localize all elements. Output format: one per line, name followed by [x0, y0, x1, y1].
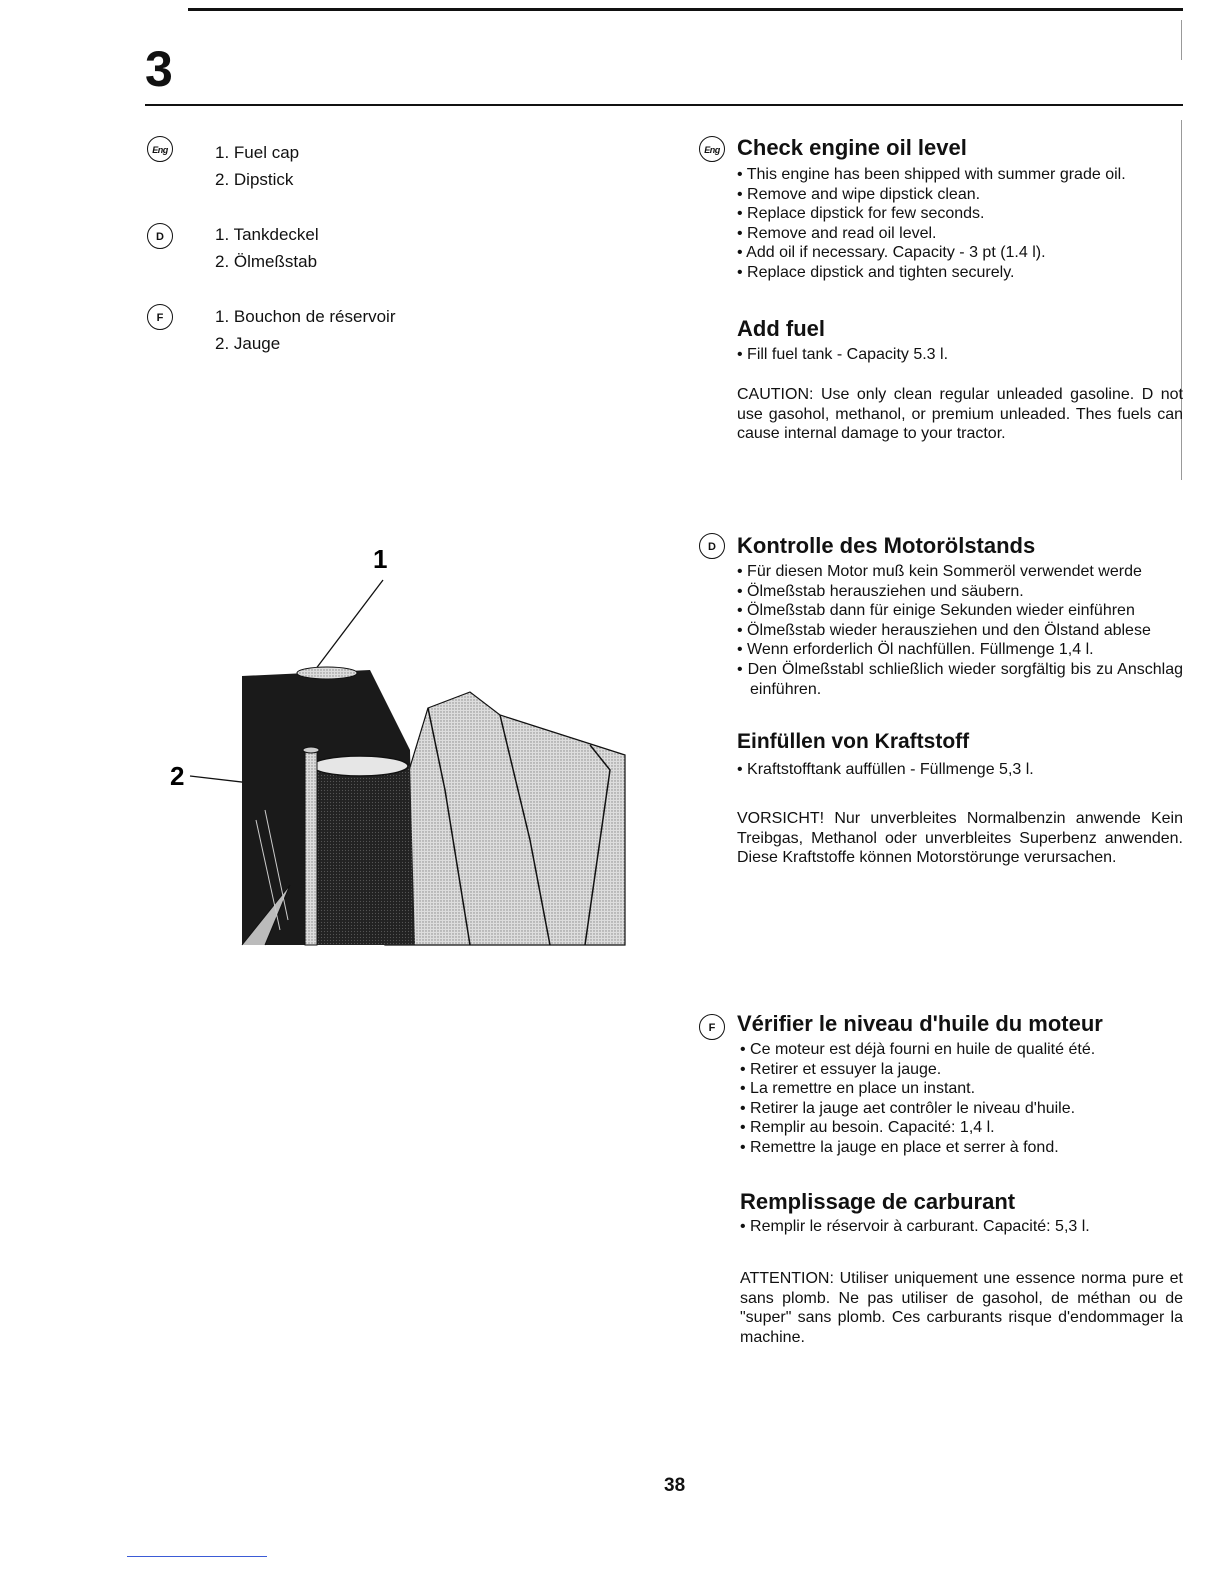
- de-language-badge: D: [699, 533, 725, 559]
- eng-language-badge: Eng: [147, 136, 173, 162]
- top-rule: [188, 8, 1183, 11]
- list-item: • This engine has been shipped with summer grade oil.: [737, 166, 1126, 183]
- add-fuel-heading: Add fuel: [737, 316, 825, 341]
- legend-item: 2. Ölmeßstab: [215, 252, 318, 271]
- legend-item: 2. Dipstick: [215, 170, 294, 189]
- check-oil-steps: [737, 165, 1187, 283]
- add-fuel-steps-de: [737, 760, 1187, 780]
- list-item: • Remplir au besoin. Capacité: 1,4 l.: [740, 1119, 995, 1137]
- legend-item: 1. Fuel cap: [215, 143, 300, 162]
- list-item: • Replace dipstick and tighten securely.: [737, 263, 1015, 281]
- callout-1: 1: [373, 544, 388, 574]
- fr-language-badge: F: [147, 304, 173, 330]
- add-fuel-heading-fr: Remplissage de carburant: [740, 1189, 1016, 1214]
- list-item: • Ce moteur est déjà fourni en huile de qualité été.: [740, 1041, 1096, 1058]
- legend-french: [215, 303, 396, 357]
- margin-mark: [1181, 20, 1182, 60]
- callout-2: 2: [170, 761, 185, 791]
- caution-text-de: VORSICHT! Nur unverbleites Normalbenzin anwende Kein Treibgas, Methanol oder unverbleites Superbenz anwenden. Diese Kraftstoffe können Motorstörunge verursachen.: [737, 810, 1183, 867]
- section-number: 3: [145, 41, 173, 97]
- list-item: • Ölmeßstab wieder herausziehen und den Ölstand ablese: [737, 621, 1151, 639]
- legend-german: [215, 221, 319, 275]
- add-fuel-steps: [737, 345, 1187, 365]
- de-language-badge: D: [147, 223, 173, 249]
- caution-text-fr: ATTENTION: Utiliser uniquement une essence norma pure et sans plomb. Ne pas utiliser de gasohol, de méthan ou de "super" sans plomb. Ces carburants risque d'endommager la machine.: [740, 1270, 1183, 1346]
- eng-language-badge: Eng: [699, 136, 725, 162]
- check-oil-heading-fr: Vérifier le niveau d'huile du moteur: [737, 1011, 1103, 1036]
- fr-language-badge: F: [699, 1014, 725, 1040]
- list-item: • Den Ölmeßstabl schließlich wieder sorgfältig bis zu Anschlag einführen.: [737, 660, 1183, 698]
- legend-item: 1. Bouchon de réservoir: [215, 307, 396, 326]
- legend-item: 2. Jauge: [215, 334, 281, 353]
- list-item: • Remettre la jauge en place et serrer à fond.: [740, 1138, 1059, 1156]
- list-item: • Für diesen Motor muß kein Sommeröl verwendet werde: [737, 563, 1142, 580]
- footer-line: [127, 1556, 267, 1557]
- list-item: • Retirer et essuyer la jauge.: [740, 1060, 942, 1078]
- list-item: • Ölmeßstab dann für einige Sekunden wieder einführen: [737, 602, 1135, 620]
- legend-item: 1. Tankdeckel: [215, 225, 319, 244]
- list-item: • Add oil if necessary. Capacity - 3 pt (1.4 l).: [737, 244, 1046, 262]
- list-item: • Kraftstofftank auffüllen - Füllmenge 5,3 l.: [737, 761, 1034, 778]
- check-oil-steps-de: [737, 562, 1183, 699]
- add-fuel-heading-de: Einfüllen von Kraftstoff: [737, 730, 970, 753]
- check-oil-heading: Check engine oil level: [737, 135, 967, 160]
- list-item: • Remplir le réservoir à carburant. Capacité: 5,3 l.: [740, 1218, 1090, 1235]
- check-oil-heading-de: Kontrolle des Motorölstands: [737, 533, 1036, 558]
- check-oil-steps-fr: [740, 1040, 1190, 1158]
- section-rule: [145, 104, 1183, 106]
- list-item: • Replace dipstick for few seconds.: [737, 205, 985, 223]
- legend-english: [215, 139, 299, 193]
- list-item: • Retirer la jauge aet contrôler le niveau d'huile.: [740, 1099, 1076, 1117]
- list-item: • Fill fuel tank - Capacity 5.3 l.: [737, 346, 949, 363]
- list-item: • Remove and wipe dipstick clean.: [737, 185, 981, 203]
- list-item: • Remove and read oil level.: [737, 224, 937, 242]
- caution-text: CAUTION: Use only clean regular unleaded gasoline. D not use gasohol, methanol, or premium unleaded. Thes fuels can cause internal damage to your tractor.: [737, 386, 1183, 443]
- page-number: 38: [664, 1475, 686, 1496]
- add-fuel-steps-fr: [740, 1217, 1190, 1237]
- list-item: • Ölmeßstab herausziehen und säubern.: [737, 582, 1024, 600]
- fuel-tank-dipstick-illustration: [170, 540, 630, 955]
- list-item: • La remettre en place un instant.: [740, 1080, 976, 1098]
- list-item: • Wenn erforderlich Öl nachfüllen. Füllmenge 1,4 l.: [737, 641, 1094, 659]
